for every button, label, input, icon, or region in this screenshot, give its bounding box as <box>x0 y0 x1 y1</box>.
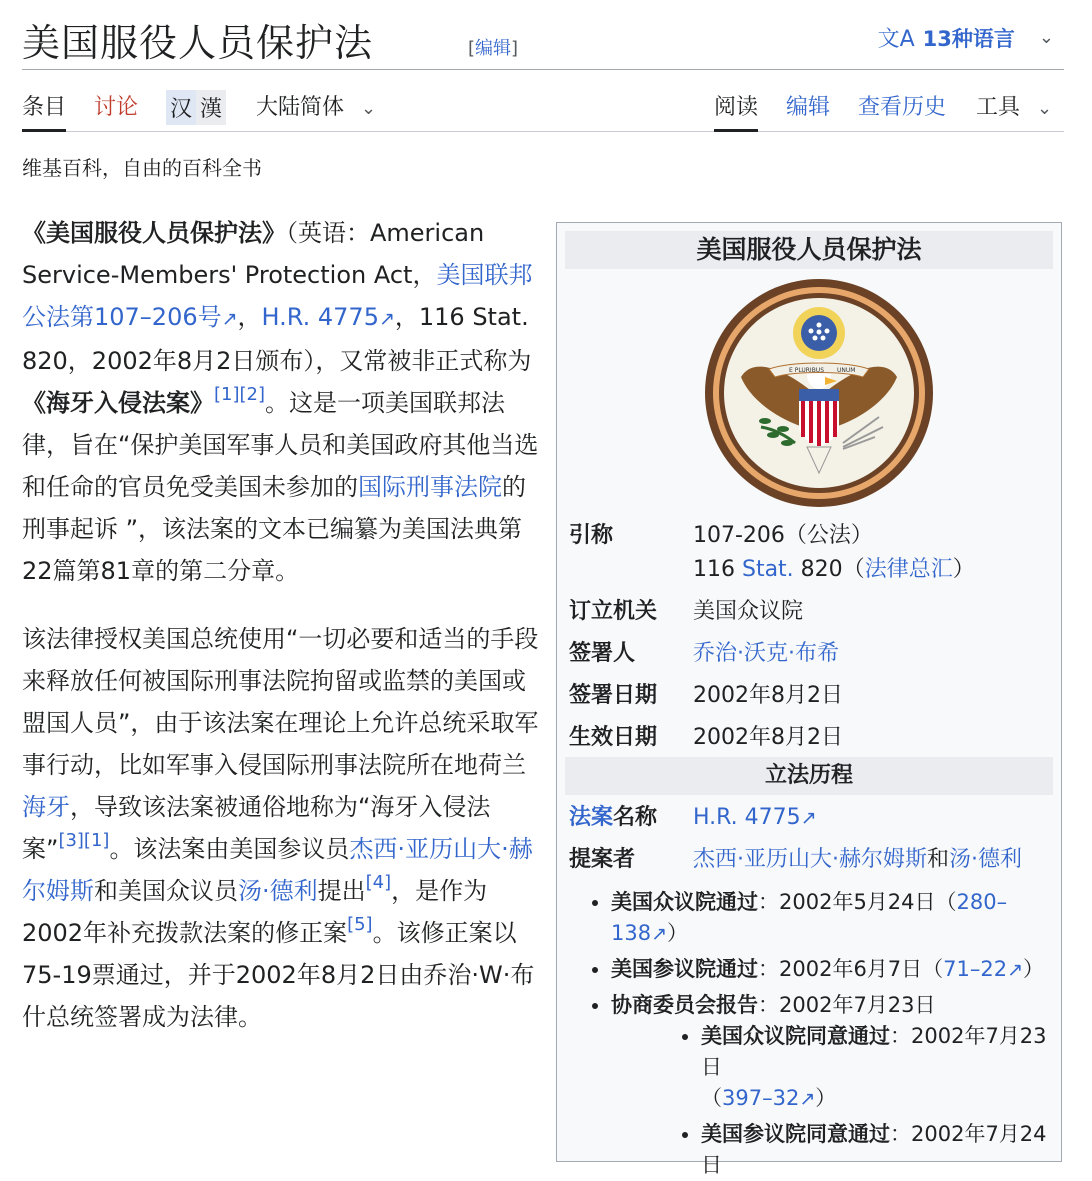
seal-container <box>565 269 1053 519</box>
tab-edit[interactable]: 编辑 <box>786 95 831 120</box>
infobox-row-sponsor <box>565 843 1053 877</box>
value-sponsor <box>693 843 1053 877</box>
text: （英语：American Service-Members' Protection Act， <box>22 219 485 289</box>
reference-4[interactable]: [4] <box>365 872 392 893</box>
text: ） <box>1023 957 1045 981</box>
link-sponsor-helms[interactable]: 杰西·亚历山大·赫尔姆斯 <box>693 847 927 872</box>
history-label: 美国参议院同意通过 <box>701 1122 890 1146</box>
link-vote[interactable]: 397–32 <box>722 1086 800 1110</box>
infobox-row-signer <box>565 637 1053 671</box>
bold-alias: 《海牙入侵法案》 <box>22 389 214 417</box>
link-hr4775[interactable]: H.R. 4775 <box>261 303 379 331</box>
chevron-down-icon: ⌄ <box>1037 98 1053 119</box>
paragraph-1 <box>22 212 542 592</box>
tools-label: 工具 <box>976 95 1021 120</box>
text: ） <box>667 921 689 945</box>
variant-label: 大陆简体 <box>256 95 345 120</box>
infobox-row-effective-date <box>565 721 1053 755</box>
language-button[interactable] <box>878 22 1054 53</box>
list-item: • 美国众议院同意通过：2002年7月23日 （397–32↗） <box>701 1021 1053 1115</box>
link-delay[interactable]: 汤·德利 <box>238 877 318 905</box>
external-link-icon: ↗ <box>651 923 668 945</box>
title-edit-section <box>468 34 518 60</box>
list-item <box>611 954 1053 986</box>
history-date: ：2002年5月24日（ <box>758 890 957 914</box>
title-bar <box>22 0 1064 70</box>
history-label: 美国众议院通过 <box>611 890 758 914</box>
link-vote[interactable]: 71–22 <box>943 957 1008 981</box>
history-date: ：2002年7月24日 <box>701 1122 1047 1177</box>
label-citation: 引称 <box>569 523 614 548</box>
infobox-title: 美国服役人员保护法 <box>565 231 1053 269</box>
great-seal-image[interactable] <box>703 277 935 509</box>
link-sponsor-delay[interactable]: 汤·德利 <box>949 847 1023 872</box>
label-sponsor: 提案者 <box>569 847 636 872</box>
link-hague[interactable]: 海牙 <box>22 793 70 821</box>
history-date: ：2002年7月23日 <box>758 993 936 1017</box>
paragraph-2 <box>22 618 542 1038</box>
language-icon: 文A <box>877 27 915 52</box>
tab-history[interactable]: 查看历史 <box>858 95 947 120</box>
seal-motto-left: E PLURIBUS <box>789 367 825 374</box>
reference-5[interactable]: [5] <box>347 914 373 935</box>
text: ， <box>237 303 262 331</box>
language-label: 13种语言 <box>922 26 1015 51</box>
article-body <box>22 212 542 1064</box>
infobox-row-bill <box>565 801 1053 835</box>
link-signer[interactable]: 乔治·沃克·布希 <box>693 641 839 666</box>
text: ，116 Stat. 820，2002年8月2日颁布），又常被非正式称为 <box>22 303 532 375</box>
external-link-icon: ↗ <box>1007 959 1024 981</box>
chevron-down-icon: ⌄ <box>1038 27 1054 48</box>
text: 名称 <box>613 805 658 830</box>
external-link-icon: ↗ <box>378 308 395 330</box>
tab-article[interactable]: 条目 <box>22 90 66 132</box>
label-bill <box>569 801 657 835</box>
title-edit-link[interactable]: 编辑 <box>475 38 512 59</box>
value-signed-date: 2002年8月2日 <box>693 683 843 708</box>
label-signed-date: 签署日期 <box>569 683 658 708</box>
history-date: ：2002年6月7日（ <box>758 957 944 981</box>
bracket-open: [ <box>468 38 476 59</box>
label-effective-date: 生效日期 <box>569 725 658 750</box>
text: 该法律授权美国总统使用“一切必要和适当的手段来释放任何被国际刑事法院拘留或监禁的美国或盟国人员”，由于该法案在理论上允许总统采取军事行动，比如军事入侵国际刑事法院所在地荷兰 <box>22 625 539 779</box>
text: 提出 <box>317 877 366 905</box>
value-citation-1: 107-206（公法） <box>693 523 873 548</box>
text: ，是作为2002年补充拨款法案的修正案 <box>22 877 488 947</box>
history-date: ：2002年7月23日 <box>701 1024 1047 1079</box>
infobox-row-citation <box>565 519 1053 587</box>
external-link-icon: ↗ <box>221 308 238 330</box>
reference-1-2[interactable]: [1][2] <box>214 384 265 405</box>
sub-list <box>619 1021 1053 1181</box>
link-public-law[interactable]: 美国联邦公法第107–206号 <box>22 261 533 331</box>
text: 。该修正案以75-19票通过，并于2002年8月2日由乔治·W·布什总统签署成为法律。 <box>22 919 535 1031</box>
page-title: 美国服役人员保护法 <box>22 21 374 65</box>
link-bill[interactable]: H.R. 4775 <box>693 805 801 830</box>
tools-dropdown[interactable] <box>976 90 1052 132</box>
text: 和 <box>927 847 950 872</box>
list-item <box>611 887 1053 950</box>
seal-motto-right: UNUM <box>837 367 856 374</box>
list-item <box>611 990 1053 1181</box>
variant-dropdown[interactable] <box>256 90 376 132</box>
section-legislative-history: 立法历程 <box>565 757 1053 795</box>
tab-read[interactable]: 阅读 <box>714 90 758 132</box>
label-enacted: 订立机关 <box>569 599 658 624</box>
bracket-close: ] <box>511 38 519 59</box>
external-link-icon: ↗ <box>799 1088 816 1110</box>
link-statutes[interactable]: 法律总汇 <box>864 557 953 582</box>
history-list <box>565 887 1053 1181</box>
text: 和美国众议员 <box>94 877 238 905</box>
site-tagline: 维基百科，自由的百科全书 <box>22 156 262 180</box>
chevron-down-icon: ⌄ <box>361 98 377 119</box>
tab-talk[interactable]: 讨论 <box>94 95 139 120</box>
link-icc[interactable]: 国际刑事法院 <box>358 473 502 501</box>
infobox-row-enacted <box>565 595 1053 629</box>
value-bill <box>693 801 1053 835</box>
link-stat[interactable]: Stat. <box>741 557 794 582</box>
list-item <box>701 1119 1053 1181</box>
text: 820（ <box>793 557 865 582</box>
label-signer: 签署人 <box>569 641 636 666</box>
link-bill-label[interactable]: 法案 <box>569 805 614 830</box>
value-enacted: 美国众议院 <box>693 599 804 624</box>
variant-han-trad: 漢 <box>196 90 226 125</box>
variant-indicator <box>166 90 226 125</box>
infobox <box>556 222 1062 1177</box>
text: 。这是一项美国联邦法律，旨在“保护美国军事人员和美国政府其他当选和任命的官员免受美国未参加的 <box>22 389 539 501</box>
tabs-row <box>22 80 1064 132</box>
link-helms[interactable]: 杰西·亚历山大·赫尔姆斯 <box>22 835 533 905</box>
infobox-row-signed-date <box>565 679 1053 713</box>
value-citation-2 <box>693 553 1053 587</box>
text: 116 <box>693 557 742 582</box>
history-label: 美国参议院通过 <box>611 957 758 981</box>
text: ，导致该法案被通俗地称为“海牙入侵法案” <box>22 793 491 863</box>
link-vote[interactable]: 280–138 <box>611 890 1008 945</box>
text: 的刑事起诉 ”，该法案的文本已编纂为美国法典第22篇第81章的第二分章。 <box>22 473 526 585</box>
text: ） <box>952 557 975 582</box>
reference-3-1[interactable]: [3][1] <box>58 830 110 851</box>
history-label: 美国众议院同意通过 <box>701 1024 890 1048</box>
text: 。该法案由美国参议员 <box>109 835 350 863</box>
bold-title: 《美国服役人员保护法》 <box>22 219 286 247</box>
variant-han: 汉 <box>166 90 196 125</box>
history-label: 协商委员会报告 <box>611 993 758 1017</box>
text: ） <box>815 1086 837 1110</box>
value-effective-date: 2002年8月2日 <box>693 725 843 750</box>
external-link-icon: ↗ <box>800 807 817 829</box>
